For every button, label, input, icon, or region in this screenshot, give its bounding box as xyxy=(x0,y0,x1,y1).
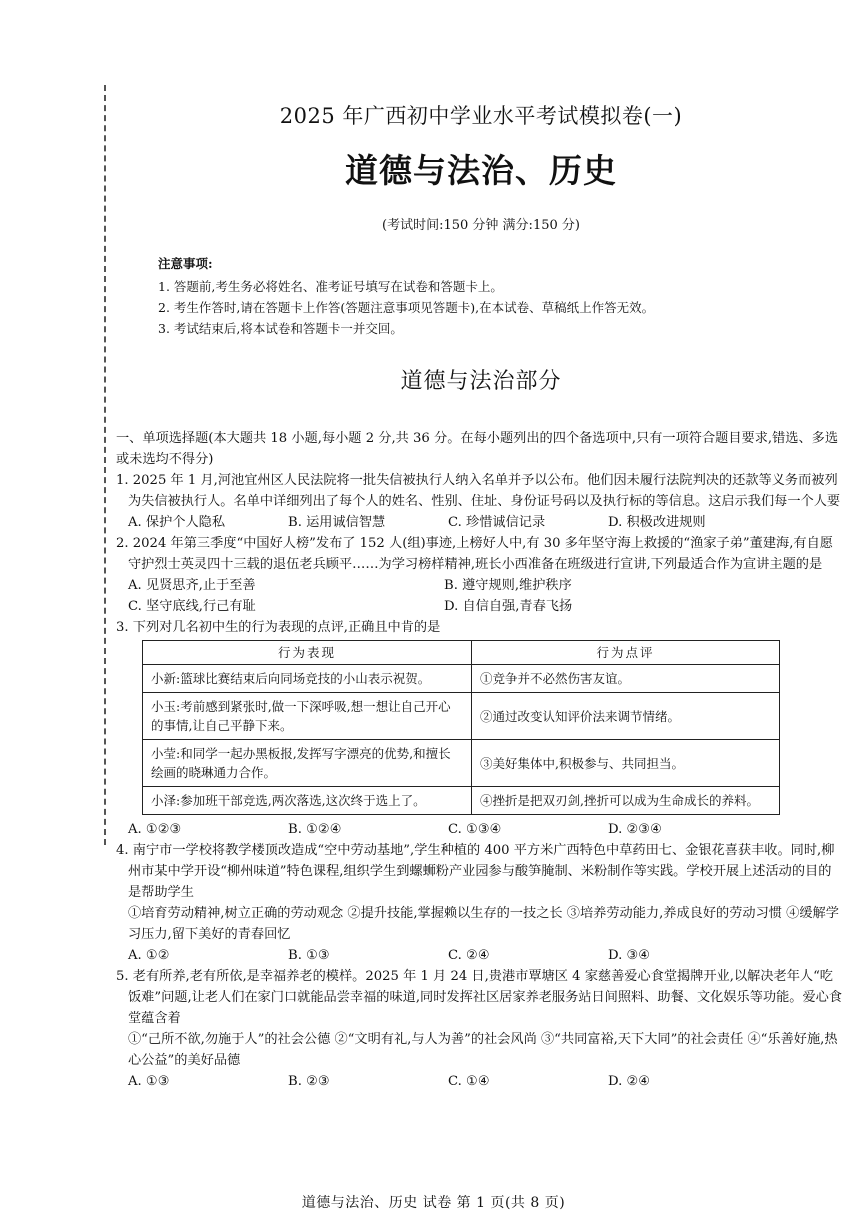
option-d: D. ③④ xyxy=(608,948,651,963)
question-5-options xyxy=(116,1071,844,1092)
subject-title: 道德与法治、历史 xyxy=(345,151,617,190)
section-heading: 一、单项选择题(本大题共 18 小题,每小题 2 分,共 36 分。在每小题列出的四个备选项中,只有一项符合题目要求,错选、多选或未选均不得分) xyxy=(116,431,839,467)
table-cell: ③美好集体中,积极参与、共同担当。 xyxy=(472,740,780,787)
table-row xyxy=(143,740,780,787)
question-1-stem: 1. 2025 年 1 月,河池宜州区人民法院将一批失信被执行人纳入名单并予以公布。他们因未履行法院判决的还款等义务而被列为失信被执行人。名单中详细列出了每个人的姓名、性别、住址、身份证号码以及执行标的等信息。这启示我们每一个人要 xyxy=(116,473,841,509)
notice-item: 2. 考生作答时,请在答题卡上作答(答题注意事项见答题卡),在本试卷、草稿纸上作答无效。 xyxy=(158,300,655,315)
table-row xyxy=(143,693,780,740)
option-d: D. 自信自强,青春飞扬 xyxy=(444,599,573,614)
question-4-statements: ①培育劳动精神,树立正确的劳动观念 ②提升技能,掌握赖以生存的一技之长 ③培养劳动能力,养成良好的劳动习惯 ④缓解学习压力,留下美好的青春回忆 xyxy=(128,906,839,942)
option-a: A. ①③ xyxy=(128,1074,170,1089)
option-c: C. 坚守底线,行己有耻 xyxy=(128,599,256,614)
question-5-statements: ①“己所不欲,勿施于人”的社会公德 ②“文明有礼,与人为善”的社会风尚 ③“共同富裕,天下大同”的社会责任 ④“乐善好施,热心公益”的美好品德 xyxy=(128,1032,838,1068)
behavior-evaluation-table xyxy=(142,640,780,815)
option-b: B. ②③ xyxy=(288,1074,330,1089)
table-header: 行为表现 xyxy=(143,641,472,665)
notice-item: 3. 考试结束后,将本试卷和答题卡一并交回。 xyxy=(158,321,403,336)
question-3-options xyxy=(116,819,844,840)
table-cell: 小玉:考前感到紧张时,做一下深呼吸,想一想让自己开心的事情,让自己平静下来。 xyxy=(143,693,472,740)
table-row xyxy=(143,787,780,815)
option-a: A. 保护个人隐私 xyxy=(128,515,226,530)
option-d: D. ②③④ xyxy=(608,822,662,837)
question-4-options xyxy=(116,945,844,966)
option-b: B. ①②④ xyxy=(288,822,342,837)
table-cell: 小新:篮球比赛结束后向同场竞技的小山表示祝贺。 xyxy=(143,665,472,693)
table-cell: 小莹:和同学一起办黑板报,发挥写字漂亮的优势,和擅长绘画的晓琳通力合作。 xyxy=(143,740,472,787)
option-c: C. 珍惜诚信记录 xyxy=(448,515,546,530)
option-d: D. ②④ xyxy=(608,1074,651,1089)
option-c: C. ①③④ xyxy=(448,822,502,837)
option-a: A. ①② xyxy=(128,948,170,963)
exam-info: (考试时间:150 分钟 满分:150 分) xyxy=(382,218,580,233)
option-a: A. ①②③ xyxy=(128,822,182,837)
question-5-stem: 5. 老有所养,老有所依,是幸福养老的模样。2025 年 1 月 24 日,贵港市覃塘区 4 家慈善爱心食堂揭牌开业,以解决老年人“吃饭难”问题,让老人们在家门口就能品尝幸福的味道,同时发挥社区居家养老服务站日间照料、助餐、文化娱乐等功能。爱心食堂蕴含着 xyxy=(116,969,843,1026)
question-3-stem: 3. 下列对几名初中生的行为表现的点评,正确且中肯的是 xyxy=(116,620,441,635)
question-2-options-row2 xyxy=(116,596,844,617)
table-header: 行为点评 xyxy=(472,641,780,665)
option-b: B. 遵守规则,维护秩序 xyxy=(444,578,572,593)
option-b: B. ①③ xyxy=(288,948,330,963)
binding-line xyxy=(104,85,106,845)
notice-block xyxy=(158,254,818,339)
question-2-stem: 2. 2024 年第三季度“中国好人榜”发布了 152 人(组)事迹,上榜好人中,有 30 多年坚守海上救援的“渔家子弟”董建海,有自愿守护烈士英灵四十三载的退伍老兵顾平……为学习榜样精神,班长小西准备在班级进行宣讲,下列最适合作为宣讲主题的是 xyxy=(116,536,833,572)
question-2-options-row1 xyxy=(116,575,844,596)
table-cell: 小泽:参加班干部竞选,两次落选,这次终于选上了。 xyxy=(143,787,472,815)
part-title: 道德与法治部分 xyxy=(400,369,562,394)
table-header-row xyxy=(143,641,780,665)
table-row xyxy=(143,665,780,693)
exam-title: 2025 年广西初中学业水平考试模拟卷(一) xyxy=(279,104,683,128)
notice-heading: 注意事项: xyxy=(158,256,213,271)
question-4-stem: 4. 南宁市一学校将教学楼顶改造成“空中劳动基地”,学生种植的 400 平方米广西特色中草药田七、金银花喜获丰收。同时,柳州市某中学开设“柳州味道”特色课程,组织学生到螺蛳粉产业园参与酸笋腌制、米粉制作等实践。学校开展上述活动的目的是帮助学生 xyxy=(116,843,835,900)
table-cell: ②通过改变认知评价法来调节情绪。 xyxy=(472,693,780,740)
option-c: C. ①④ xyxy=(448,1074,490,1089)
question-1-options xyxy=(116,512,844,533)
option-a: A. 见贤思齐,止于至善 xyxy=(128,578,256,593)
page-footer: 道德与法治、历史 试卷 第 1 页(共 8 页) xyxy=(301,1195,566,1211)
table-cell: ①竞争并不必然伤害友谊。 xyxy=(472,665,780,693)
option-b: B. 运用诚信智慧 xyxy=(288,515,386,530)
question-content xyxy=(116,428,844,1092)
option-d: D. 积极改进规则 xyxy=(608,515,706,530)
option-c: C. ②④ xyxy=(448,948,490,963)
table-cell: ④挫折是把双刃剑,挫折可以成为生命成长的养料。 xyxy=(472,787,780,815)
notice-item: 1. 答题前,考生务必将姓名、准考证号填写在试卷和答题卡上。 xyxy=(158,279,503,294)
